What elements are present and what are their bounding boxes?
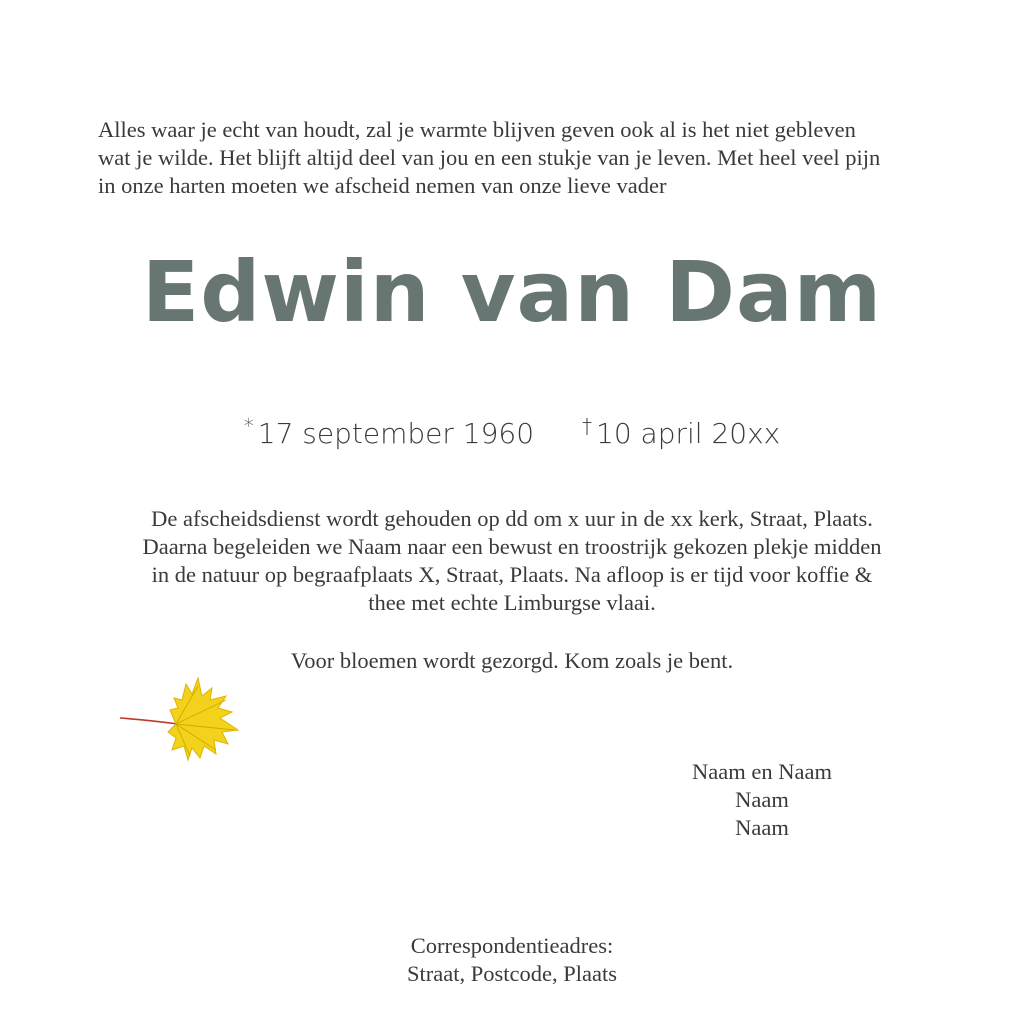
service-line: thee met echte Limburgse vlaai.	[368, 590, 656, 615]
service-line: in de natuur op begraafplaats X, Straat, Plaats. Na afloop is er tijd voor koffie &	[151, 562, 873, 587]
flowers-note: Voor bloemen wordt gezorgd. Kom zoals je bent.	[290, 648, 734, 673]
family-line: Naam	[735, 787, 789, 812]
death-date: 10 april 20xx	[596, 417, 781, 450]
intro-line: wat je wilde. Het blijft altijd deel van jou en een stukje van je leven. Met heel veel pijn	[98, 145, 881, 170]
birth-symbol: *	[243, 414, 254, 438]
death-symbol: †	[582, 414, 593, 438]
service-line: Daarna begeleiden we Naam naar een bewust en troostrijk gekozen plekje midden	[142, 534, 882, 559]
family-names	[662, 758, 862, 842]
birth-date: 17 september 1960	[257, 417, 535, 450]
correspondence-address	[0, 932, 1024, 988]
intro-line: in onze harten moeten we afscheid nemen van onze lieve vader	[98, 173, 667, 198]
service-text	[0, 505, 1024, 617]
deceased-name: Edwin van Dam	[141, 243, 883, 341]
address-value: Straat, Postcode, Plaats	[407, 961, 617, 986]
family-line: Naam en Naam	[692, 759, 832, 784]
dates-line	[0, 406, 1024, 454]
address-label: Correspondentieadres:	[410, 933, 614, 958]
intro-line: Alles waar je echt van houdt, zal je warmte blijven geven ook al is het niet gebleven	[98, 117, 856, 142]
intro-text	[98, 116, 938, 200]
family-line: Naam	[735, 815, 789, 840]
service-line: De afscheidsdienst wordt gehouden op dd om x uur in de xx kerk, Straat, Plaats.	[151, 506, 873, 531]
maple-leaf-icon	[118, 670, 248, 765]
